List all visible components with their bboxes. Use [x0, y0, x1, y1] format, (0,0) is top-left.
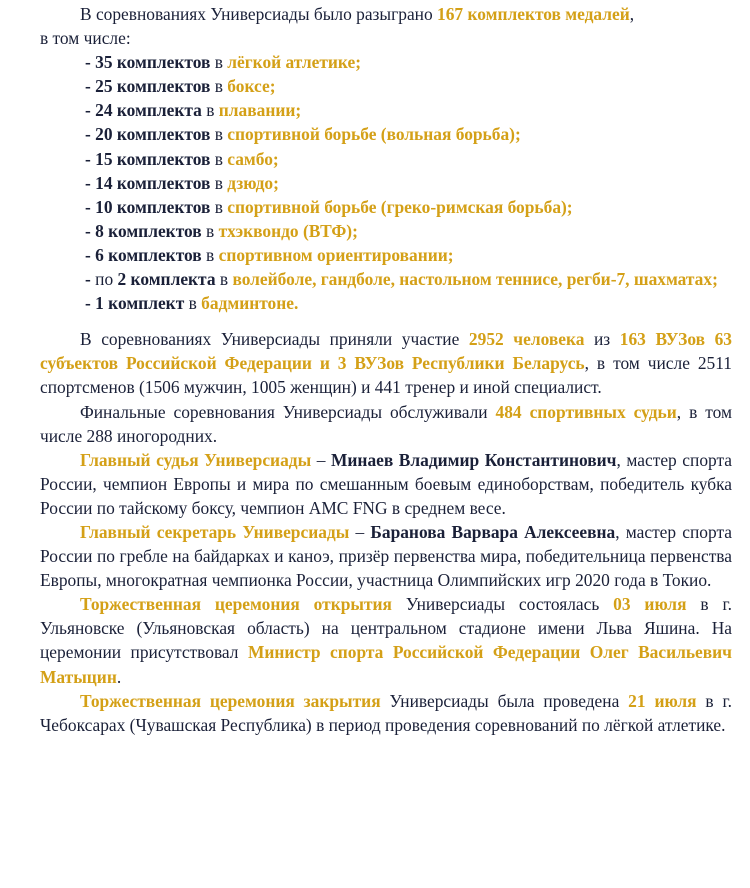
chief-secretary-paragraph [40, 520, 732, 592]
opening-ceremony-text-c: . [116, 666, 122, 687]
judges-text-b: , в том числе 288 иногородних. [40, 401, 732, 446]
chief-secretary-dash: – [349, 521, 371, 542]
medal-connector: в [215, 269, 233, 290]
opening-ceremony-date: 03 июля [613, 594, 687, 615]
medal-dash: - [85, 148, 96, 169]
chief-judge-title: Главный судья Универсиады [80, 449, 312, 470]
chief-judge-name: Минаев Владимир Константинович [330, 449, 617, 470]
medal-connector: в [201, 244, 219, 265]
list-item [40, 243, 732, 267]
list-item-multi [40, 267, 732, 291]
medal-count: 10 комплектов [95, 196, 211, 217]
medal-count: 25 комплектов [95, 76, 211, 97]
opening-ceremony-official: Министр спорта Российской Федерации Олег Васильевич Матыцин [40, 642, 732, 687]
judges-count: 484 спортивных судьи [495, 401, 677, 422]
medal-sport: спортивной борьбе (греко-римская борьба); [227, 196, 573, 217]
medal-sport: спортивной борьбе (вольная борьба); [227, 124, 521, 145]
closing-ceremony-date: 21 июля [628, 690, 697, 711]
medal-count: 14 комплектов [95, 172, 211, 193]
medal-dash: - [85, 52, 96, 73]
opening-ceremony-text-b: в г. Ульяновске (Ульяновская область) на центральном стадионе имени Льва Яшина. На церемонии присутствовал [40, 594, 732, 663]
chief-secretary-title: Главный секретарь Универсиады [80, 521, 350, 542]
list-item [40, 195, 732, 219]
closing-ceremony-title: Торжественная церемония закрытия [80, 690, 381, 711]
medal-count: 8 комплектов [95, 220, 202, 241]
medal-sports: волейболе, гандболе, настольном теннисе, регби-7, шахматах; [232, 269, 718, 290]
medal-count: 6 комплектов [95, 244, 202, 265]
intro-lead-before: В соревнованиях Универсиады было разыграно [80, 4, 438, 24]
participants-text-c: , в том числе 2511 спортсменов (1506 мужчин, 1005 женщин) и 441 тренер и иной специалист. [40, 353, 732, 398]
chief-judge-paragraph [40, 448, 732, 520]
medal-dash: - [85, 293, 96, 314]
judges-paragraph [40, 400, 732, 448]
medal-sport: дзюдо; [227, 172, 279, 193]
medal-sport: тхэквондо (ВТФ); [218, 220, 358, 241]
medal-sport: лёгкой атлетике; [227, 52, 362, 73]
medal-count: 1 комплект [95, 293, 185, 314]
medal-connector: в [210, 172, 228, 193]
list-item-last [40, 291, 732, 315]
opening-ceremony-title: Торжественная церемония открытия [80, 594, 392, 615]
closing-ceremony-text-b: в г. Чебоксарах (Чувашская Республика) в период проведения соревнований по лёгкой атлетике. [40, 690, 733, 735]
list-item [40, 74, 732, 98]
participants-text-b: из [584, 329, 620, 350]
medal-sport: плавании; [218, 100, 302, 121]
medal-dash: - [85, 76, 96, 97]
intro-paragraph [40, 2, 732, 26]
medal-count: 20 комплектов [95, 124, 211, 145]
list-item [40, 122, 732, 146]
list-item [40, 171, 732, 195]
opening-ceremony-paragraph [40, 592, 732, 688]
medal-connector: в [184, 293, 202, 314]
closing-ceremony-paragraph [40, 689, 732, 737]
medal-connector: в [210, 148, 228, 169]
chief-secretary-name: Баранова Варвара Алексеевна [370, 521, 616, 542]
medal-count: 24 комплекта [95, 100, 202, 121]
medal-connector: в [210, 196, 228, 217]
closing-ceremony-text-a: Универсиады была проведена [380, 690, 629, 711]
medal-sport: боксе; [227, 76, 276, 97]
intro-lead-after: , [629, 4, 635, 24]
participants-count: 2952 человека [468, 329, 585, 350]
list-item [40, 50, 732, 74]
medal-count: 2 комплекта [117, 269, 216, 290]
opening-ceremony-text-a: Универсиады состоялась [391, 594, 614, 615]
section-spacer [40, 315, 732, 327]
medal-sets-list [40, 50, 732, 315]
medal-connector: в [210, 124, 228, 145]
medal-dash: - [85, 269, 96, 290]
medal-dash: - [85, 100, 96, 121]
medal-dash: - [85, 220, 96, 241]
medal-prefix: по [95, 269, 118, 290]
medal-count: 35 комплектов [95, 52, 211, 73]
list-item [40, 98, 732, 122]
medal-dash: - [85, 172, 96, 193]
medal-sport: самбо; [227, 148, 279, 169]
chief-judge-dash: – [311, 449, 331, 470]
medal-connector: в [210, 76, 228, 97]
medal-dash: - [85, 196, 96, 217]
medal-dash: - [85, 244, 96, 265]
judges-text-a: Финальные соревнования Универсиады обслуживали [80, 401, 496, 422]
intro-medal-sets-total: 167 комплектов медалей [437, 4, 630, 24]
participants-universities: 163 ВУЗов 63 субъектов Российской Федерации и 3 ВУЗов Республики Беларусь [40, 329, 732, 374]
medal-sport: бадминтоне. [201, 293, 299, 314]
list-item [40, 147, 732, 171]
medal-connector: в [210, 52, 228, 73]
chief-secretary-bio: , мастер спорта России по гребле на байдарках и каноэ, призёр первенства мира, победительница первенства Европы, многократная чемпионка России, участница Олимпийских игр 2020 года в Токио. [40, 521, 732, 591]
intro-second-line: в том числе: [40, 28, 131, 49]
medal-connector: в [201, 220, 219, 241]
participants-text-a: В соревнованиях Универсиады приняли участие [80, 329, 469, 350]
medal-sport: спортивном ориентировании; [218, 244, 454, 265]
medal-count: 15 комплектов [95, 148, 211, 169]
list-item [40, 219, 732, 243]
participants-paragraph [40, 327, 732, 399]
medal-connector: в [201, 100, 219, 121]
medal-dash: - [85, 124, 96, 145]
chief-judge-bio: , мастер спорта России, чемпион Европы и мира по смешанным боевым единоборствам, победитель кубка России по тайскому боксу, чемпион AMC FNG в среднем весе. [40, 449, 733, 518]
